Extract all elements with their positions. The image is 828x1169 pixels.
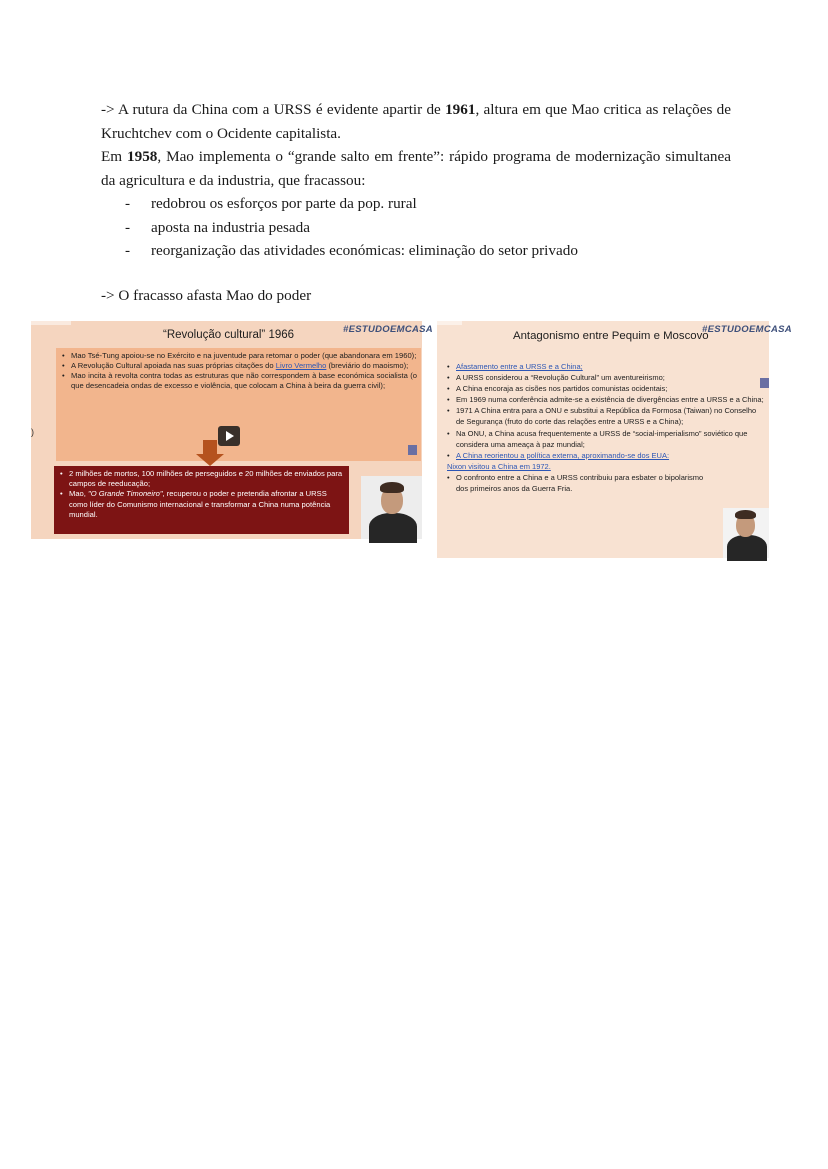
livro-vermelho-link[interactable]: Livro Vermelho <box>275 361 327 371</box>
list-item: • 2 milhões de mortos, 100 milhões de perseguidos e 20 milhões de enviados para campos de reeducação; <box>60 469 345 489</box>
text-span: A Revolução Cultural apoiada nas suas próprias citações do <box>71 361 276 371</box>
paragraph-failure: -> O fracasso afasta Mao do poder <box>101 286 312 304</box>
list-item <box>447 361 765 372</box>
arrow-down-icon <box>203 440 217 455</box>
presenter-video <box>723 508 769 558</box>
list-item: • Na ONU, a China acusa frequentemente a URSS de “social-imperialismo” soviético que considera uma ameaça à paz mundial; <box>447 428 765 450</box>
quote-text: "O Grande Timoneiro" <box>88 489 163 499</box>
list-item <box>62 361 417 371</box>
slide-beijing-moscow <box>437 321 792 558</box>
list-item: • O confronto entre a China e a URSS contribuiu para esbater o bipolarismo dos primeiros anos da Guerra Fria. <box>447 472 711 494</box>
presenter-video <box>361 476 422 539</box>
slide-nav-marker <box>408 445 417 455</box>
list-item <box>447 461 765 472</box>
text-span: , Mao implementa o “grande salto em frente”: rápido programa de modernização simultanea da agricultura e da industria, que fracassou: <box>101 148 732 189</box>
list-item <box>447 450 765 461</box>
top-strip <box>437 321 462 325</box>
antagonism-list <box>447 361 765 494</box>
text-span: , altura em que Mao critica as relações de Kruchtchev com o Ocidente capitalista. <box>101 101 731 142</box>
brand-logo: #ESTUDOEMCASA <box>702 324 792 335</box>
list-item: - aposta na industria pesada <box>101 216 731 240</box>
paragraph-rupture <box>101 98 731 145</box>
slide-title: “Revolução cultural” 1966 <box>163 329 295 341</box>
great-leap-list <box>101 192 731 263</box>
presenter-hair <box>380 482 404 493</box>
brand-logo: #ESTUDOEMCASA <box>343 324 433 335</box>
afastamento-link[interactable]: Afastamento entre a URSS e a China; <box>456 362 583 371</box>
list-item: • A China encoraja as cisões nos partidos comunistas ocidentais; <box>447 383 765 394</box>
reorientation-link[interactable]: A China reorientou a política externa, aproximando-se dos EUA: <box>456 450 670 460</box>
list-item: - redobrou os esforços por parte da pop. rural <box>101 192 731 216</box>
list-item: • Em 1969 numa conferência admite-se a existência de divergências entre a URSS e a China; <box>447 394 765 405</box>
slide-title: Antagonismo entre Pequim e Moscovo <box>513 330 709 342</box>
spacer <box>101 263 731 284</box>
consequences-box <box>54 466 349 534</box>
paragraph-great-leap <box>101 145 731 192</box>
play-icon[interactable] <box>218 426 240 446</box>
presenter-body <box>369 513 417 543</box>
consequences-list <box>54 466 349 520</box>
text-span: Em <box>101 148 127 165</box>
list-item: • Mao Tsé-Tung apoiou-se no Exército e na juventude para retomar o poder (que abandonara em 1960); <box>62 351 417 361</box>
list-item <box>60 489 345 520</box>
top-strip <box>31 321 71 325</box>
year-1958: 1958 <box>127 148 158 165</box>
arrow-head <box>196 454 224 466</box>
bullet-list <box>56 348 421 391</box>
presenter-body <box>727 535 767 561</box>
year-1961: 1961 <box>445 101 476 118</box>
list-item: • A URSS considerou a “Revolução Cultural” um aventureirismo; <box>447 372 765 383</box>
slide-cultural-revolution <box>31 321 433 539</box>
text-span: (breviário do maoismo); <box>326 361 409 371</box>
nixon-link[interactable]: Nixon visitou a China em 1972. <box>447 461 551 471</box>
document-text <box>101 98 731 307</box>
presenter-hair <box>735 510 756 519</box>
list-item: • Mao incita à revolta contra todas as estruturas que não correspondem à base económica socialista (o que desencadeia ondas de excesso e violência, que colocam a China à beira da guerra civil); <box>62 371 417 391</box>
text-span: , recuperou o poder e pretendia afrontar a URSS como líder do Comunismo internacional e transformar a China numa potência mundial. <box>69 489 331 519</box>
edge-mark: ) <box>31 427 34 437</box>
text-span: Mao, <box>69 489 88 499</box>
list-item: • 1971 A China entra para a ONU e substitui a República da Formosa (Taiwan) no Conselho de Segurança (fruto do corte das relações entre a URSS e a China); <box>447 405 765 427</box>
text-span: -> A rutura da China com a URSS é evidente apartir de <box>101 101 446 118</box>
list-item: - reorganização das atividades económicas: eliminação do setor privado <box>101 239 731 263</box>
